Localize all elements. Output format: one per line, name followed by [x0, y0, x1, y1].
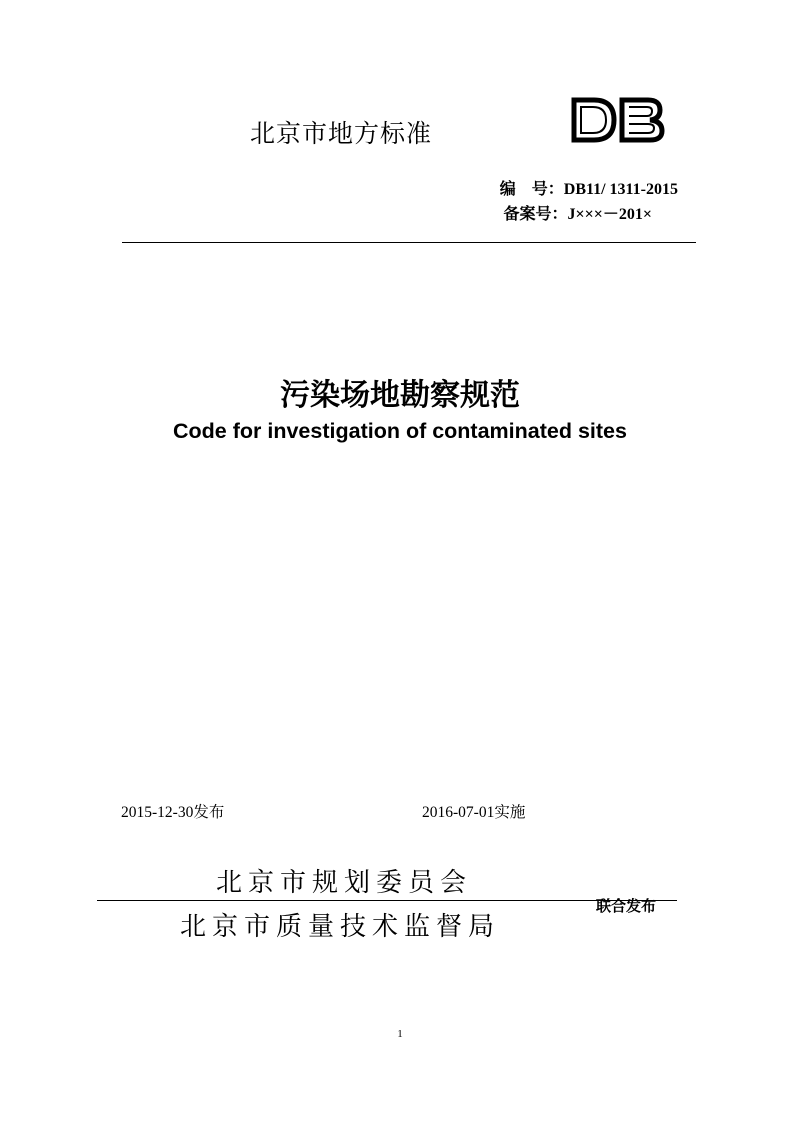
filing-number-label: 备案号： [503, 206, 568, 223]
issuer-divider [97, 900, 677, 901]
header-divider [122, 242, 696, 243]
standard-type: 北京市地方标准 [250, 119, 433, 148]
page-number: 1 [397, 1028, 403, 1040]
issue-date: 2015-12-30发布 [121, 804, 225, 821]
filing-number [504, 201, 653, 224]
db-logo [568, 96, 666, 144]
standard-code-value: DB11/ 1311-2015 [563, 181, 678, 198]
standard-code [500, 176, 678, 199]
implementation-date: 2016-07-01实施 [422, 804, 526, 821]
issuer-quality-bureau: 北京市质量技术监督局 [180, 912, 501, 942]
document-title-chinese: 污染场地勘察规范 [280, 378, 520, 413]
joint-release-label: 联合发布 [596, 897, 657, 915]
document-title-english: Code for investigation of contaminated sites [173, 419, 627, 443]
issuer-planning-commission: 北京市规划委员会 [216, 868, 473, 898]
filing-number-value: J×××－201× [567, 206, 652, 223]
standard-code-label: 编 号： [499, 181, 564, 198]
